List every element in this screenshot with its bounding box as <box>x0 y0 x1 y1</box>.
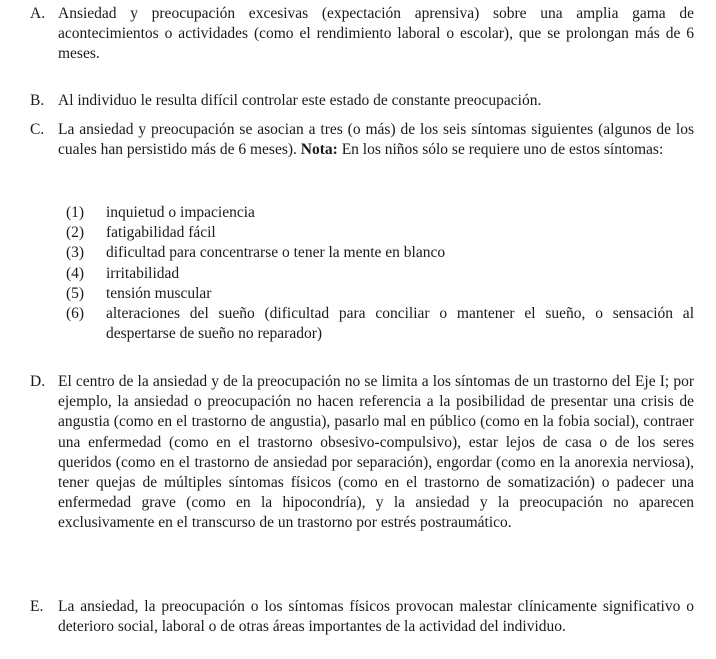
criterion-c <box>30 120 694 160</box>
criterion-e <box>30 597 694 637</box>
symptom-item <box>66 243 694 263</box>
criterion-c-note-label: Nota: <box>300 141 338 159</box>
symptom-number: (3) <box>66 244 85 262</box>
criterion-c-note-text: En los niños sólo se requiere uno de estos síntomas: <box>341 141 664 159</box>
criterion-b <box>30 91 694 111</box>
symptom-text: irritabilidad <box>106 264 180 282</box>
symptom-number: (6) <box>66 305 85 323</box>
symptom-item <box>66 284 694 304</box>
symptom-text: tensión muscular <box>106 284 212 302</box>
symptom-text: inquietud o impaciencia <box>106 204 255 221</box>
symptom-number: (4) <box>66 264 85 282</box>
criterion-d <box>30 372 694 534</box>
symptom-number: (1) <box>66 204 85 221</box>
symptom-text: fatigabilidad fácil <box>106 224 216 242</box>
symptom-item <box>66 203 694 223</box>
symptom-list <box>66 203 694 344</box>
symptom-item <box>66 223 694 243</box>
criterion-c-text: La ansiedad y preocupación se asocian a tres (o más) de los seis síntomas siguientes (algunos de los cuales han persistido más de 6 meses). <box>58 121 694 159</box>
symptom-number: (5) <box>66 284 85 302</box>
criterion-a-text: Ansiedad y preocupación excesivas (expectación aprensiva) sobre una amplia gama de acontecimientos o actividades (como el rendimiento laboral o escolar), que se prolongan más de 6 meses. <box>58 5 694 63</box>
symptom-text: alteraciones del sueño (dificultad para conciliar o mantener el sueño, o sensación al despertarse de sueño no reparador) <box>106 305 694 343</box>
symptom-item <box>66 264 694 284</box>
criterion-d-text: El centro de la ansiedad y de la preocupación no se limita a los síntomas de un trastorno del Eje I; por ejemplo, la ansiedad o preocupación no hacen referencia a la posibilidad de presentar una crisis de angustia (como en el trastorno de angustia), pasarlo mal en público (como en la fobia social), contraer una enfermedad (como en el trastorno obsesivo-compulsivo), estar lejos de casa o de los seres queridos (como en el trastorno de ansiedad por separación), engordar (como en la anorexia nerviosa), tener quejas de múltiples síntomas físicos (como en el trastorno de somatización) o padecer una enfermedad grave (como en la hipocondría), y la ansiedad y la preocupación no aparecen exclusivamente en el transcurso de un trastorno por estrés postraumático. <box>58 373 694 532</box>
criterion-e-letter: E. <box>30 598 44 615</box>
symptom-item <box>66 304 694 344</box>
criterion-b-letter: B. <box>30 92 45 109</box>
criterion-c-paragraph <box>58 120 694 160</box>
criterion-c-letter: C. <box>30 121 45 138</box>
criterion-a-letter: A. <box>30 5 46 22</box>
symptom-text: dificultad para concentrarse o tener la mente en blanco <box>106 244 446 262</box>
criterion-b-text: Al individuo le resulta difícil controlar este estado de constante preocupación. <box>58 92 542 109</box>
criterion-d-letter: D. <box>30 373 46 390</box>
symptom-number: (2) <box>66 224 85 242</box>
criterion-a <box>30 4 694 65</box>
criterion-e-text: La ansiedad, la preocupación o los síntomas físicos provocan malestar clínicamente significativo o deterioro social, laboral o de otras áreas importantes de la actividad del individuo. <box>58 598 694 636</box>
